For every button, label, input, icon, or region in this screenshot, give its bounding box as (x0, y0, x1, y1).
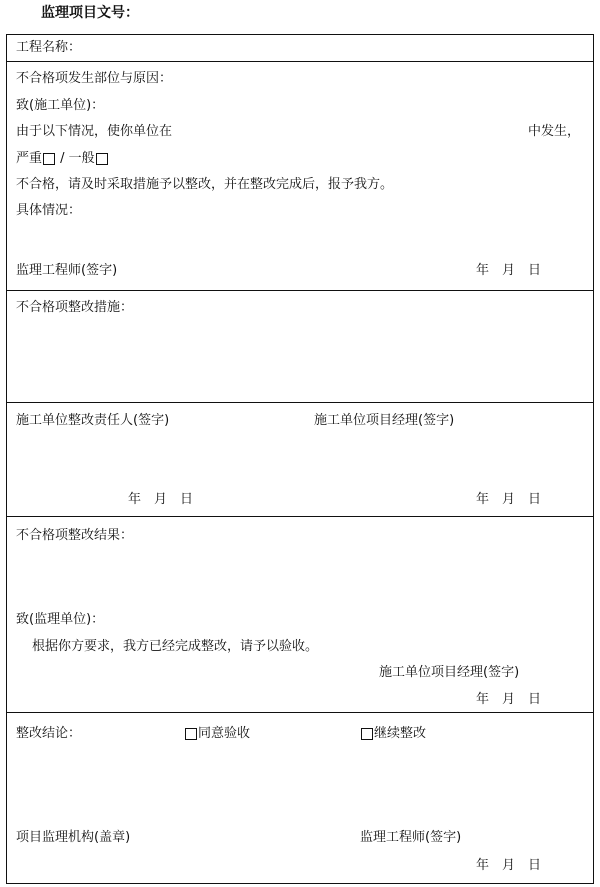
to-supervisor-label: 致(监理单位)： (16, 612, 105, 627)
divider-project (6, 61, 594, 62)
general-label: 一般 (68, 151, 95, 166)
general-checkbox[interactable] (96, 153, 108, 165)
completion-statement: 根据你方要求，我方已经完成整改，请予以验收。 (32, 639, 319, 654)
continue-label: 继续整改 (374, 726, 427, 741)
responsible-signature-label: 施工单位整改责任人(签字) (16, 413, 170, 428)
conclusion-label: 整改结论： (16, 726, 82, 741)
agree-option[interactable] (184, 726, 250, 742)
measures-label: 不合格项整改措施： (16, 300, 134, 315)
doc-number-label: 监理项目文号： (41, 5, 139, 21)
result-label: 不合格项整改结果： (16, 528, 134, 543)
severity-slash: / (56, 151, 69, 166)
divider-section-4 (6, 712, 594, 713)
final-engineer-signature-label: 监理工程师(签字) (360, 830, 462, 845)
result-date: 年 月 日 (476, 692, 542, 707)
project-name-label: 工程名称： (16, 40, 82, 55)
divider-section-3 (6, 516, 594, 517)
org-seal-label: 项目监理机构(盖章) (16, 830, 131, 845)
responsible-date: 年 月 日 (128, 492, 194, 507)
engineer-signature-label: 监理工程师(签字) (16, 263, 118, 278)
result-manager-signature-label: 施工单位项目经理(签字) (379, 665, 520, 680)
reason-prefix: 由于以下情况，使你单位在 (16, 124, 173, 139)
agree-checkbox[interactable] (185, 728, 197, 740)
final-date: 年 月 日 (476, 858, 542, 873)
engineer-date: 年 月 日 (476, 263, 542, 278)
manager-signature-label: 施工单位项目经理(签字) (314, 413, 455, 428)
divider-section-1 (6, 290, 594, 291)
manager-date: 年 月 日 (476, 492, 542, 507)
severe-checkbox[interactable] (43, 153, 55, 165)
continue-checkbox[interactable] (361, 728, 373, 740)
severity-options (16, 151, 109, 167)
to-contractor-label: 致(施工单位)： (16, 98, 105, 113)
reason-suffix: 中发生， (528, 124, 581, 139)
continue-option[interactable] (360, 726, 426, 742)
divider-section-2 (6, 402, 594, 403)
severe-label: 严重 (16, 151, 43, 166)
instruction-text: 不合格，请及时采取措施予以整改，并在整改完成后，报予我方。 (16, 177, 394, 192)
cause-label: 不合格项发生部位与原因： (16, 71, 173, 86)
agree-label: 同意验收 (198, 726, 251, 741)
details-label: 具体情况： (16, 203, 82, 218)
